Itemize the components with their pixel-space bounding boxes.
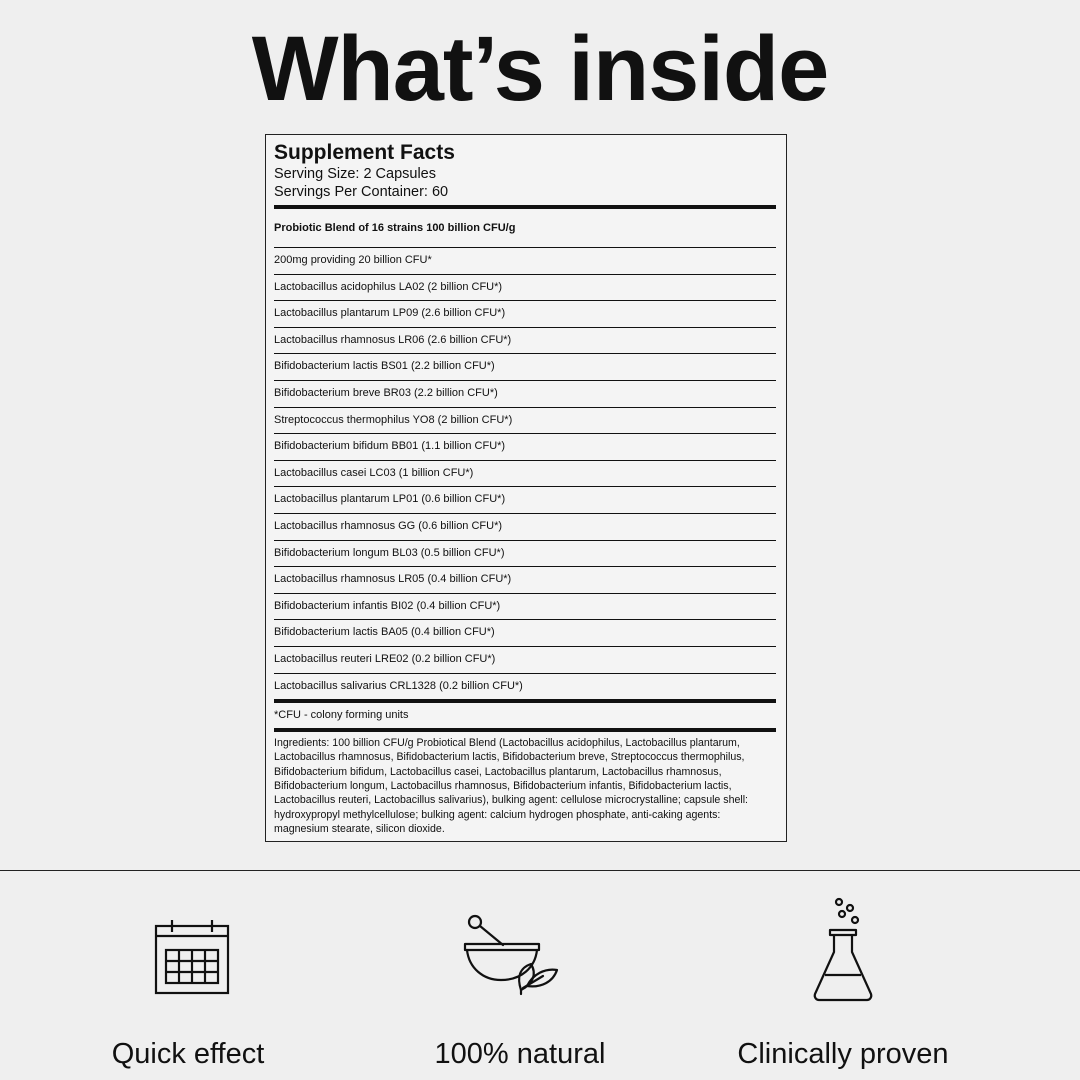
strain-row: Lactobacillus plantarum LP09 (2.6 billion CFU*) <box>274 301 776 328</box>
strain-row: Lactobacillus rhamnosus GG (0.6 billion CFU*) <box>274 514 776 541</box>
strain-row: Lactobacillus rhamnosus LR05 (0.4 billion CFU*) <box>274 567 776 594</box>
blend-title: Probiotic Blend of 16 strains 100 billion CFU/g <box>274 222 516 234</box>
strain-row: Lactobacillus plantarum LP01 (0.6 billion CFU*) <box>274 487 776 514</box>
feature-quick-effect <box>42 890 342 1000</box>
strain-row: Lactobacillus salivarius CRL1328 (0.2 billion CFU*) <box>274 679 523 692</box>
serving-size: Serving Size: 2 Capsules <box>274 166 436 182</box>
feature-label-natural: 100% natural <box>434 1038 606 1070</box>
strain-row: Lactobacillus acidophilus LA02 (2 billion CFU*) <box>274 275 776 302</box>
feature-clinically-proven <box>693 890 993 1010</box>
strain-row: 200mg providing 20 billion CFU* <box>274 248 776 275</box>
ingredients-text: Ingredients: 100 billion CFU/g Probiotical Blend (Lactobacillus acidophilus, Lactobacillus plantarum, Lactobacillus rhamnosus, Bifidobacterium lactis, Bifidobacterium breve, Streptococcus thermophilus, Bifidobacterium bifidum, Lactobacillus casei, Lactobacillus plantarum, Lactobacillus rhamnosus, Bifidobacterium longum, Lactobacillus rhamnosus, Bifidobacterium infantis, Bifidobacterium lactis, Lactobacillus reuteri, Lactobacillus salivarius), bulking agent: cellulose microcrystalline; capsule shell: hydroxypropyl methylcellulose; bulking agent: calcium hydrogen phosphate, anti-caking agents: magnesium stearate, silicon dioxide. <box>274 737 749 835</box>
strain-row: Bifidobacterium infantis BI02 (0.4 billion CFU*) <box>274 594 776 621</box>
page-title: What’s inside <box>251 18 829 120</box>
strain-row: Bifidobacterium bifidum BB01 (1.1 billion CFU*) <box>274 434 776 461</box>
strain-row: Lactobacillus casei LC03 (1 billion CFU*) <box>274 461 776 488</box>
feature-natural <box>366 890 666 1000</box>
feature-label-quick-effect: Quick effect <box>111 1038 265 1070</box>
mortar-pestle-leaf-icon <box>461 890 571 1000</box>
supplement-facts-heading: Supplement Facts <box>274 141 455 164</box>
strain-row: Bifidobacterium lactis BS01 (2.2 billion CFU*) <box>274 354 776 381</box>
strain-list <box>274 248 776 699</box>
strain-row: Streptococcus thermophilus YO8 (2 billion CFU*) <box>274 408 776 435</box>
calendar-icon <box>152 890 232 1000</box>
strain-row: Bifidobacterium longum BL03 (0.5 billion CFU*) <box>274 541 776 568</box>
cfu-note: *CFU - colony forming units <box>274 709 409 722</box>
strain-row: Lactobacillus rhamnosus LR06 (2.6 billion CFU*) <box>274 328 776 355</box>
strain-row: Lactobacillus reuteri LRE02 (0.2 billion CFU*) <box>274 647 776 674</box>
section-divider <box>0 870 1080 871</box>
strain-row: Bifidobacterium lactis BA05 (0.4 billion CFU*) <box>274 620 776 647</box>
feature-label-clinically-proven: Clinically proven <box>737 1038 949 1070</box>
strain-row: Bifidobacterium breve BR03 (2.2 billion CFU*) <box>274 381 776 408</box>
lab-flask-icon <box>803 890 883 1010</box>
servings-per-container: Servings Per Container: 60 <box>274 184 449 200</box>
supplement-facts-panel <box>265 134 787 842</box>
